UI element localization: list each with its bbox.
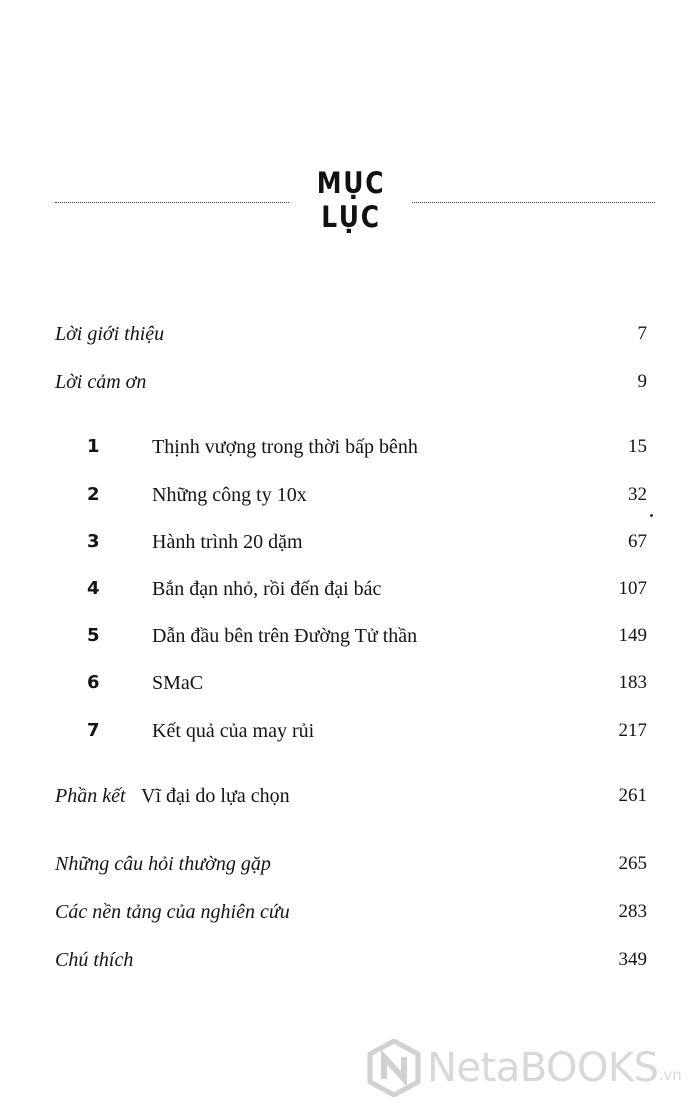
toc-page-number: 265 <box>618 853 647 874</box>
watermark-suffix: .vn <box>658 1066 682 1084</box>
chapter-number: 2 <box>87 484 100 505</box>
toc-entry-label: Lời giới thiệu <box>55 323 165 345</box>
toc-entry-label: Các nền tảng của nghiên cứu <box>55 901 290 923</box>
chapter-title: Dẫn đầu bên trên Đường Tử thần <box>152 625 418 647</box>
toc-entry-label: Những câu hỏi thường gặp <box>55 853 271 875</box>
chapter-number: 4 <box>87 578 100 599</box>
toc-entry-notes[interactable] <box>0 949 700 979</box>
toc-chapter-5[interactable] <box>0 625 700 655</box>
toc-entry-label: Lời cảm ơn <box>55 371 147 393</box>
toc-entry-label: Chú thích <box>55 949 134 971</box>
toc-chapter-2[interactable] <box>0 484 700 514</box>
toc-page-number: 217 <box>618 720 647 741</box>
toc-chapter-6[interactable] <box>0 672 700 702</box>
toc-entry-introduction[interactable] <box>0 323 700 353</box>
chapter-number: 3 <box>87 531 100 552</box>
chapter-number: 1 <box>87 436 100 457</box>
chapter-title: Bắn đạn nhỏ, rồi đến đại bác <box>152 578 382 600</box>
toc-page-number: 9 <box>637 371 647 392</box>
toc-chapter-7[interactable] <box>0 720 700 750</box>
chapter-title: Thịnh vượng trong thời bấp bênh <box>152 436 418 458</box>
toc-chapter-3[interactable] <box>0 531 700 561</box>
heading-rule-right <box>412 202 655 203</box>
toc-page-number: 261 <box>618 785 647 806</box>
chapter-title: Kết quả của may rủi <box>152 720 315 742</box>
toc-page-number: 349 <box>618 949 647 970</box>
watermark-text: NetaBOOKS <box>427 1045 659 1091</box>
toc-page-number: 107 <box>618 578 647 599</box>
netabooks-logo-icon <box>367 1039 421 1097</box>
toc-entry-faq[interactable] <box>0 853 700 883</box>
toc-chapter-1[interactable] <box>0 436 700 466</box>
chapter-number: 7 <box>87 720 100 741</box>
chapter-title: Hành trình 20 dặm <box>152 531 303 553</box>
toc-page-number: 7 <box>637 323 647 344</box>
ink-speck <box>650 514 653 517</box>
toc-page-number: 183 <box>618 672 647 693</box>
toc-page-number: 32 <box>628 484 647 505</box>
heading-rule-left <box>55 202 289 203</box>
page-title: MỤC LỤC <box>316 166 386 234</box>
toc-entry-epilogue[interactable] <box>0 785 700 815</box>
chapter-number: 5 <box>87 625 100 646</box>
toc-entry-research-foundations[interactable] <box>0 901 700 931</box>
toc-entry-acknowledgements[interactable] <box>0 371 700 401</box>
toc-page-number: 283 <box>618 901 647 922</box>
watermark <box>367 1038 682 1098</box>
epilogue-label: Phần kết <box>55 785 126 807</box>
chapter-number: 6 <box>87 672 100 693</box>
chapter-title: Những công ty 10x <box>152 484 307 506</box>
toc-page-number: 67 <box>628 531 647 552</box>
toc-page-number: 15 <box>628 436 647 457</box>
toc-chapter-4[interactable] <box>0 578 700 608</box>
chapter-title: SMaC <box>152 672 204 694</box>
epilogue-title: Vĩ đại do lựa chọn <box>141 785 290 807</box>
toc-page-number: 149 <box>618 625 647 646</box>
